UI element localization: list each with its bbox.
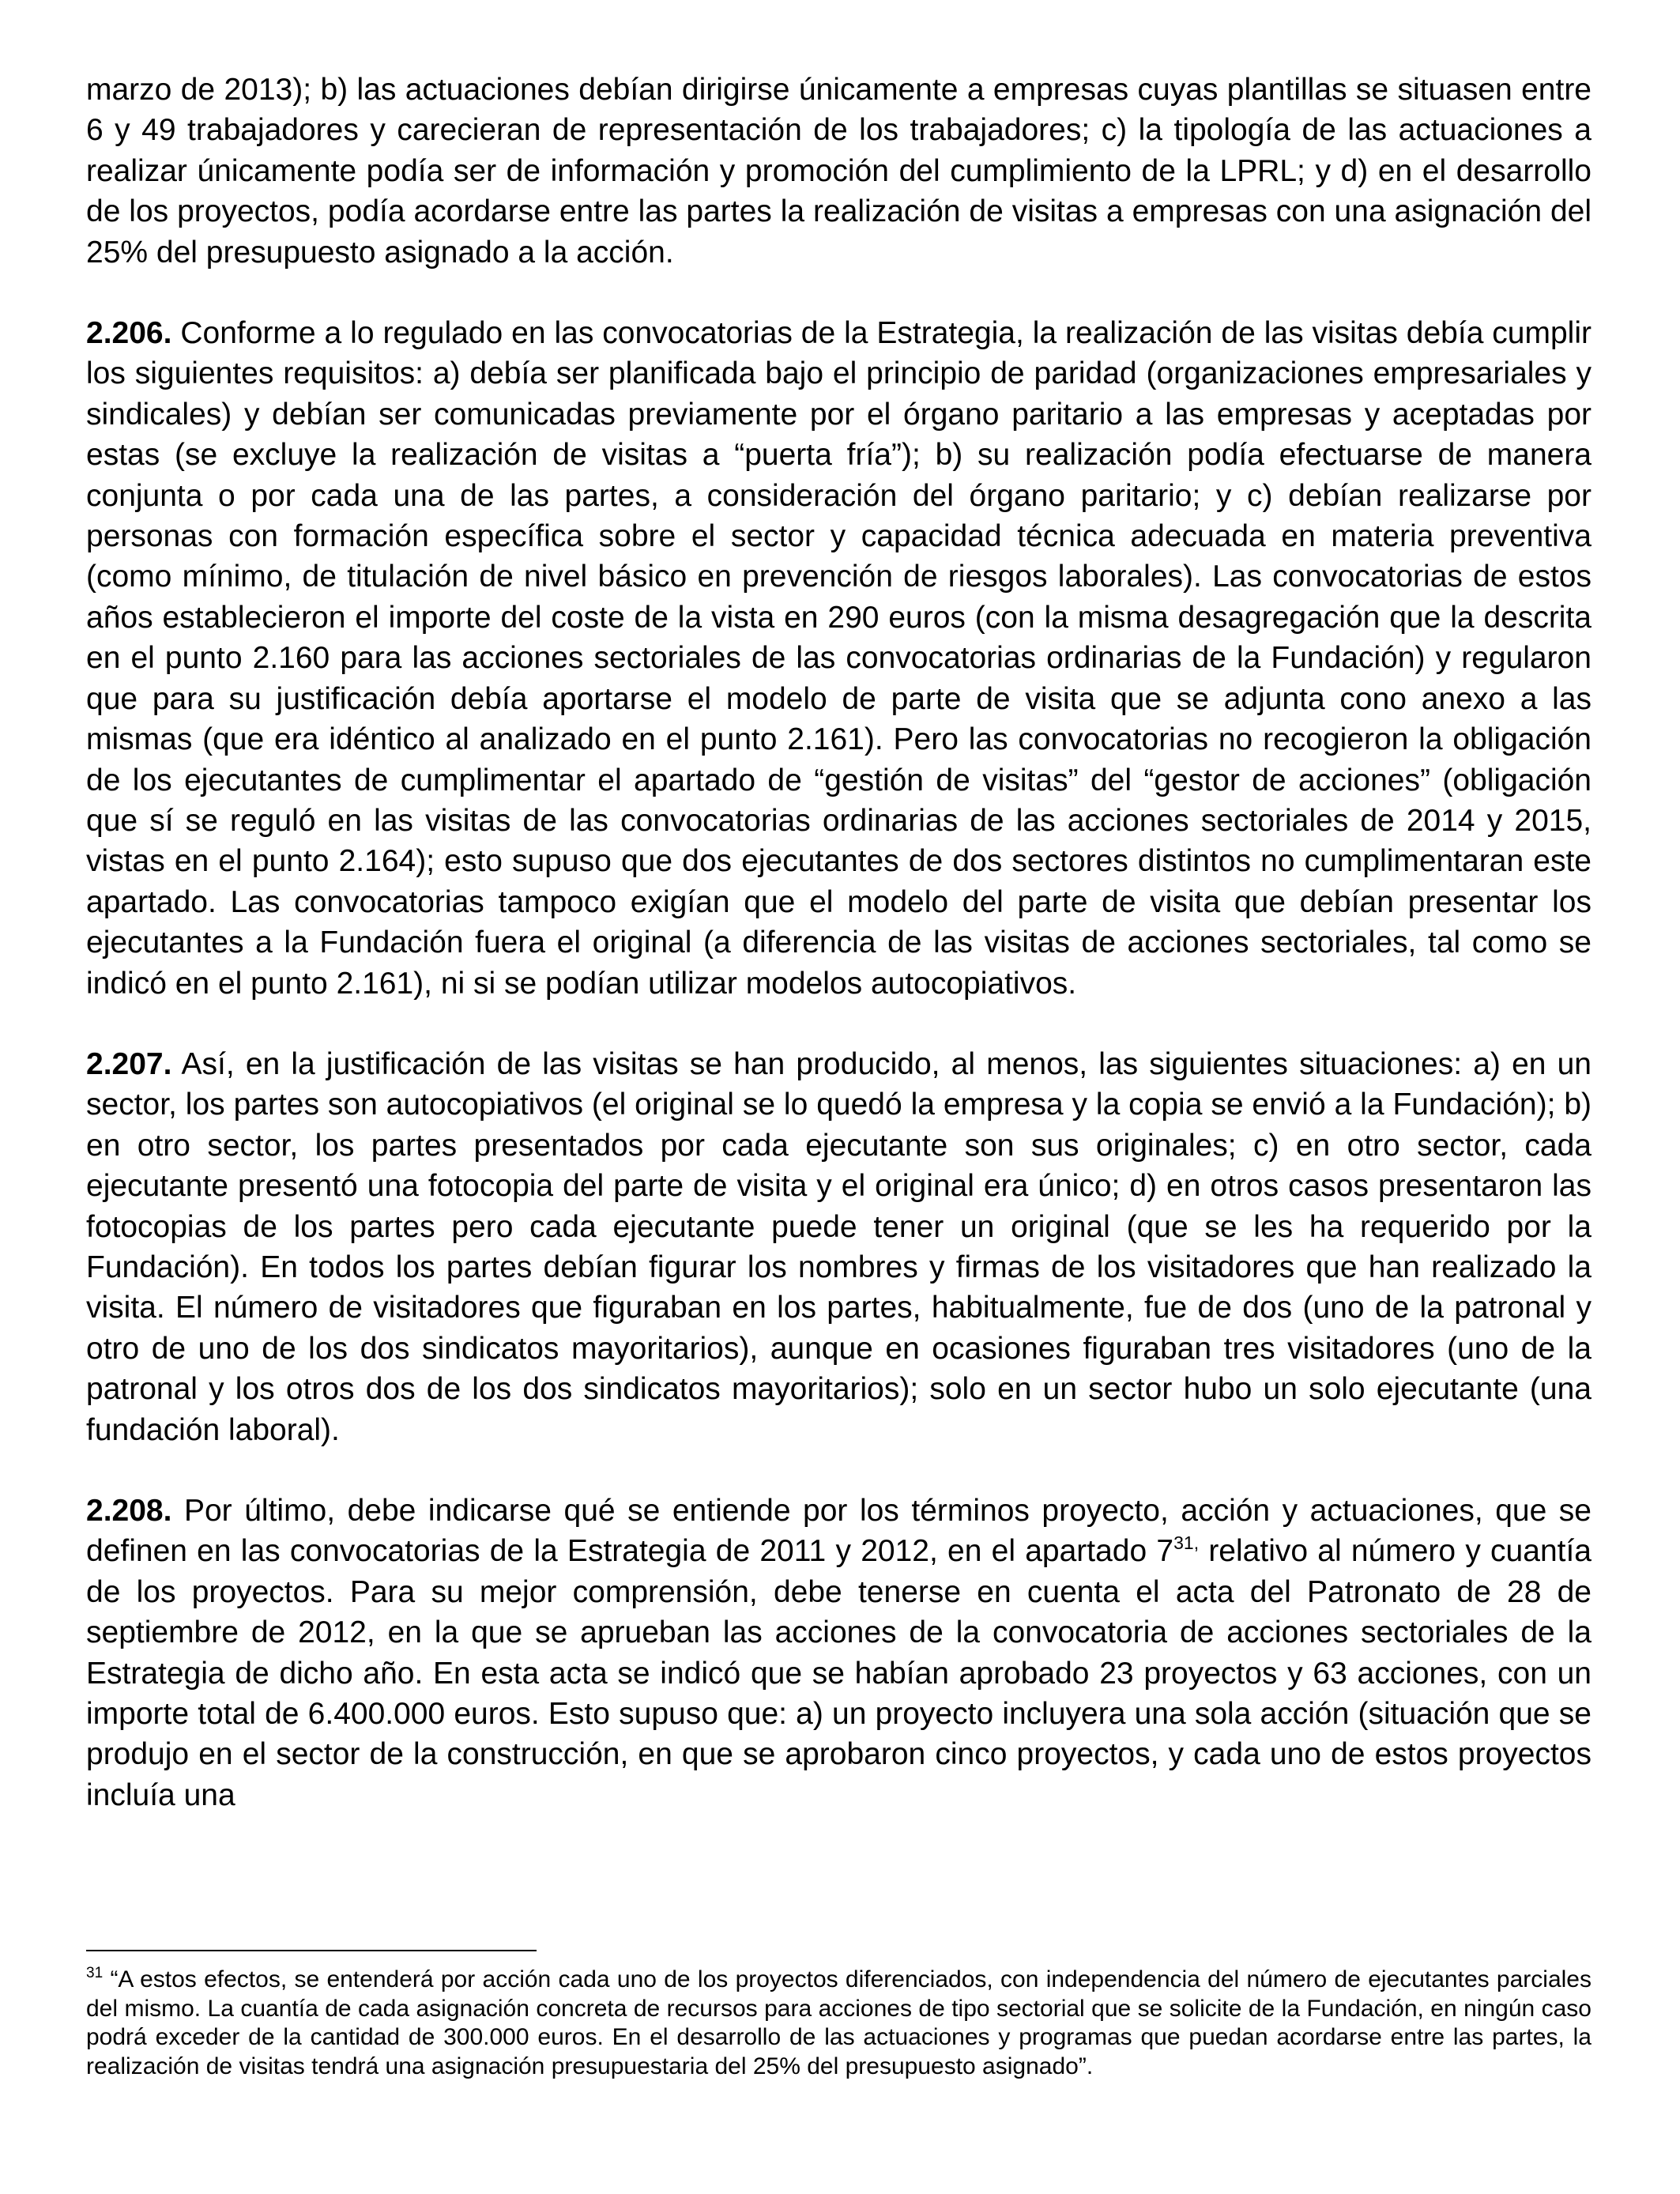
footnote-reference: 31,	[1173, 1532, 1200, 1554]
paragraph-text-continued: relativo al número y cuantía de los proyectos. Para su mejor comprensión, debe tenerse en cuenta el acta del Patronato de 28 de septiembre de 2012, en la que se aprueban las acciones de la convocatoria de acciones sectoriales de la Estrategia de dicho año. En esta acta se indicó que se habían aprobado 23 proyectos y 63 acciones, con un importe total de 6.400.000 euros. Esto supuso que: a) un proyecto incluyera una sola acción (situación que se produjo en el sector de la construcción, en que se aprobaron cinco proyectos, y cada uno de estos proyectos incluía una	[86, 1534, 1591, 1812]
paragraph-2-207	[86, 1044, 1591, 1450]
paragraph-text: Conforme a lo regulado en las convocatorias de la Estrategia, la realización de las visitas debía cumplir los siguientes requisitos: a) debía ser planificada bajo el principio de paridad (organizaciones empresariales y sindicales) y debían ser comunicadas previamente por el órgano paritario a las empresas y aceptadas por estas (se excluye la realización de visitas a “puerta fría”); b) su realización podía efectuarse de manera conjunta o por cada una de las partes, a consideración del órgano paritario; y c) debían realizarse por personas con formación específica sobre el sector y capacidad técnica adecuada en materia preventiva (como mínimo, de titulación de nivel básico en prevención de riesgos laborales). Las convocatorias de estos años establecieron el importe del coste de la vista en 290 euros (con la misma desagregación que la descrita en el punto 2.160 para las acciones sectoriales de las convocatorias ordinarias de la Fundación) y regularon que para su justificación debía aportarse el modelo de parte de visita que se adjunta cono anexo a las mismas (que era idéntico al analizado en el punto 2.161). Pero las convocatorias no recogieron la obligación de los ejecutantes de cumplimentar el apartado de “gestión de visitas” del “gestor de acciones” (obligación que sí se reguló en las visitas de las convocatorias ordinarias de las acciones sectoriales de 2014 y 2015, vistas en el punto 2.164); esto supuso que dos ejecutantes de dos sectores distintos no cumplimentaran este apartado. Las convocatorias tampoco exigían que el modelo del parte de visita que debían presentar los ejecutantes a la Fundación fuera el original (a diferencia de las visitas de acciones sectoriales, tal como se indicó en el punto 2.161), ni si se podían utilizar modelos autocopiativos.	[86, 316, 1591, 1001]
paragraph-continuation	[86, 70, 1591, 273]
footnote-number: 31	[86, 1965, 104, 1981]
paragraph-2-208	[86, 1491, 1591, 1815]
footnote	[86, 1966, 1591, 2081]
paragraph-number: 2.208.	[86, 1494, 172, 1528]
paragraph-text: Así, en la justificación de las visitas se han producido, al menos, las siguientes situaciones: a) en un sector, los partes son autocopiativos (el original se lo quedó la empresa y la copia se envió a la Fundación); b) en otro sector, los partes presentados por cada ejecutante son sus originales; c) en otro sector, cada ejecutante presentó una fotocopia del parte de visita y el original era único; d) en otros casos presentaron las fotocopias de los partes pero cada ejecutante puede tener un original (que se les ha requerido por la Fundación). En todos los partes debían figurar los nombres y firmas de los visitadores que han realizado la visita. El número de visitadores que figuraban en los partes, habitualmente, fue de dos (uno de la patronal y otro de uno de los dos sindicatos mayoritarios), aunque en ocasiones figuraban tres visitadores (uno de la patronal y los otros dos de los dos sindicatos mayoritarios); solo en un sector hubo un solo ejecutante (una fundación laboral).	[86, 1046, 1591, 1447]
document-body	[86, 70, 1591, 1856]
paragraph-text: Por último, debe indicarse qué se entiende por los términos proyecto, acción y actuaciones, que se definen en las convocatorias de la Estrategia de 2011 y 2012, en el apartado 7	[86, 1494, 1591, 1569]
paragraph-2-206	[86, 313, 1591, 1004]
footnote-separator	[86, 1950, 537, 1951]
paragraph-text: marzo de 2013); b) las actuaciones debían dirigirse únicamente a empresas cuyas plantillas se situasen entre 6 y 49 trabajadores y carecieran de representación de los trabajadores; c) la tipología de las actuaciones a realizar únicamente podía ser de información y promoción del cumplimiento de la LPRL; y d) en el desarrollo de los proyectos, podía acordarse entre las partes la realización de visitas a empresas con una asignación del 25% del presupuesto asignado a la acción.	[86, 73, 1591, 270]
paragraph-number: 2.207.	[86, 1046, 172, 1081]
paragraph-number: 2.206.	[86, 316, 172, 351]
footnote-text: “A estos efectos, se entenderá por acción cada uno de los proyectos diferenciados, con independencia del número de ejecutantes parciales del mismo. La cuantía de cada asignación concreta de recursos para acciones de tipo sectorial que se solicite de la Fundación, en ningún caso podrá exceder de la cantidad de 300.000 euros. En el desarrollo de las actuaciones y programas que puedan acordarse entre las partes, la realización de visitas tendrá una asignación presupuestaria del 25% del presupuesto asignado”.	[86, 1966, 1591, 2079]
